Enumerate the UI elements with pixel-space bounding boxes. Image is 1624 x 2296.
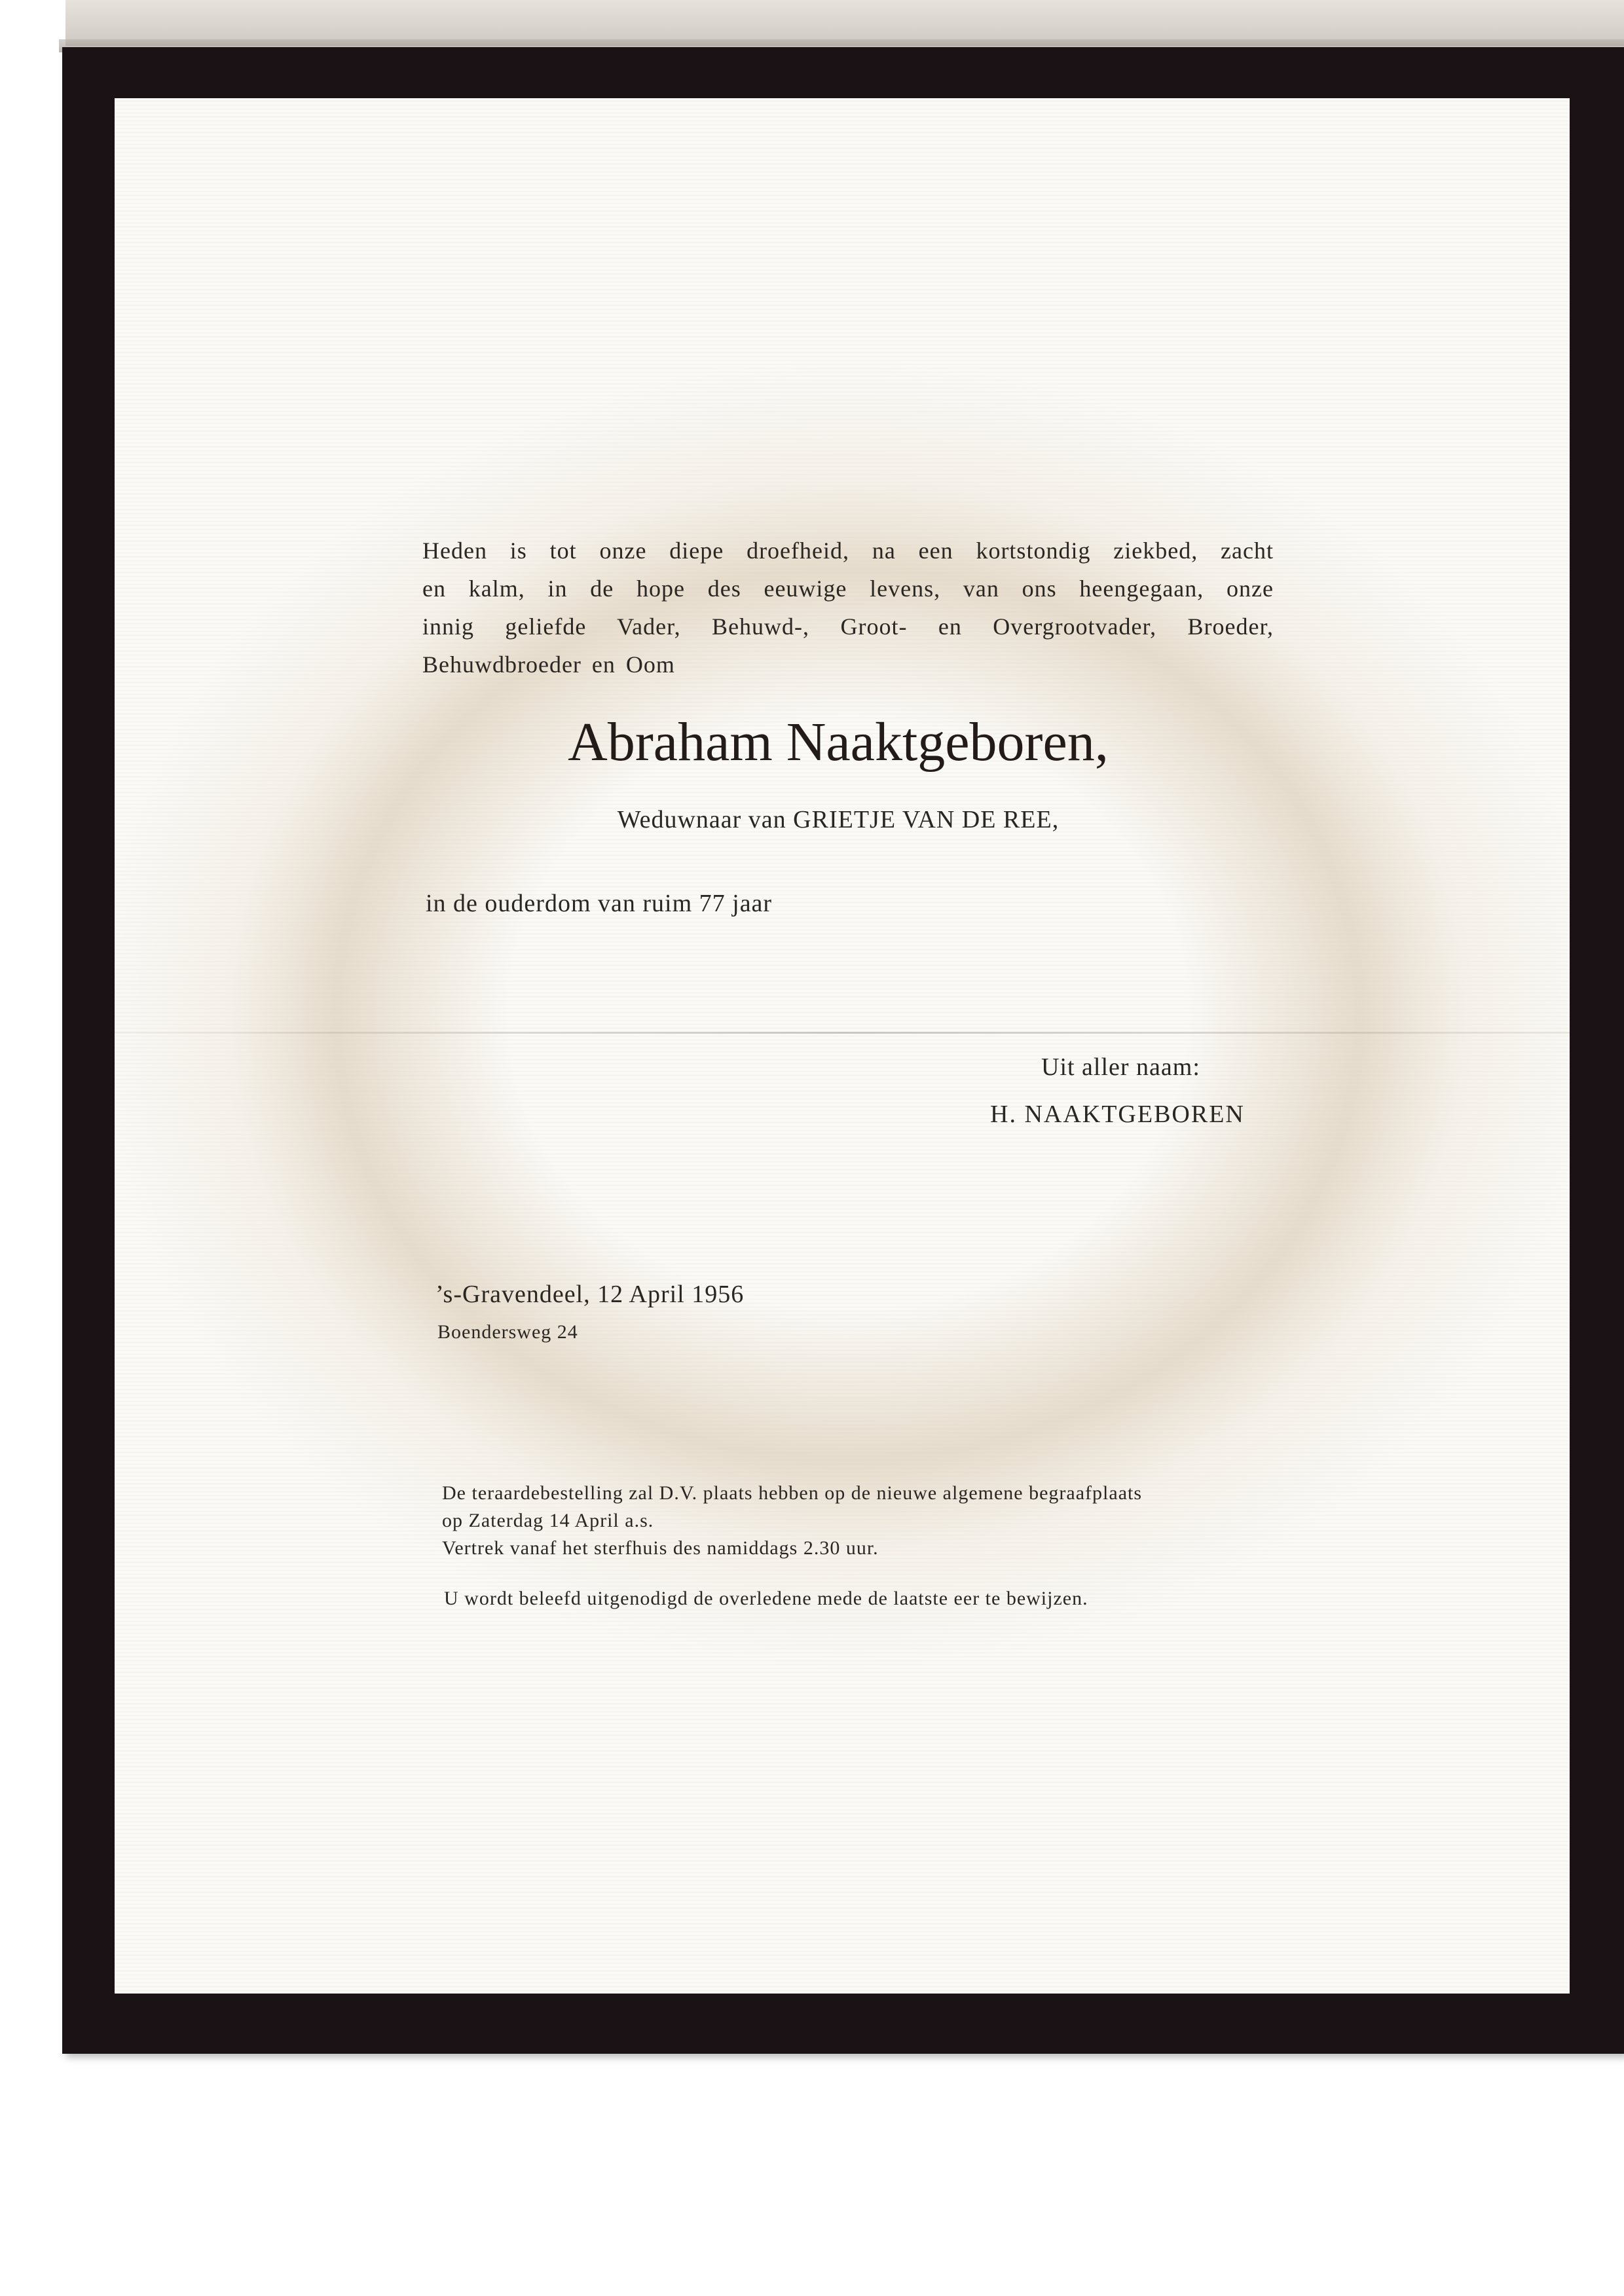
widower-line: Weduwnaar van GRIETJE VAN DE REE, [617, 806, 1060, 833]
signature-name: H. NAAKTGEBOREN [990, 1101, 1245, 1128]
intro-paragraph [422, 532, 1274, 683]
mourning-border [62, 47, 1624, 2054]
age-line: in de ouderdom van ruim 77 jaar [426, 890, 773, 917]
funeral-details [442, 1480, 1142, 1562]
intro-line: Behuwdbroeder en Oom [422, 651, 675, 678]
address: Boendersweg 24 [437, 1321, 578, 1343]
funeral-line: Vertrek vanaf het sterfhuis des namiddags 2.30 uur. [442, 1537, 879, 1559]
announcement-paper [115, 98, 1570, 1994]
deceased-name: Abraham Naaktgeboren, [568, 712, 1109, 773]
intro-line: Heden is tot onze diepe droefheid, na een kortstondig ziekbed, zacht [422, 538, 1274, 564]
funeral-line: De teraardebestelling zal D.V. plaats hebben op de nieuwe algemene begraafplaats [442, 1482, 1143, 1504]
intro-line: innig geliefde Vader, Behuwd-, Groot- en Overgrootvader, Broeder, [422, 613, 1274, 640]
funeral-line: op Zaterdag 14 April a.s. [442, 1510, 654, 1531]
signature-label: Uit aller naam: [1041, 1053, 1200, 1081]
intro-line: en kalm, in de hope des eeuwige levens, van ons heengegaan, onze [422, 575, 1274, 602]
place-date: ’s-Gravendeel, 12 April 1956 [435, 1281, 745, 1308]
paper-fold-line [115, 1032, 1570, 1034]
invitation-line: U wordt beleefd uitgenodigd de overledene mede de laatste eer te bewijzen. [444, 1588, 1088, 1609]
